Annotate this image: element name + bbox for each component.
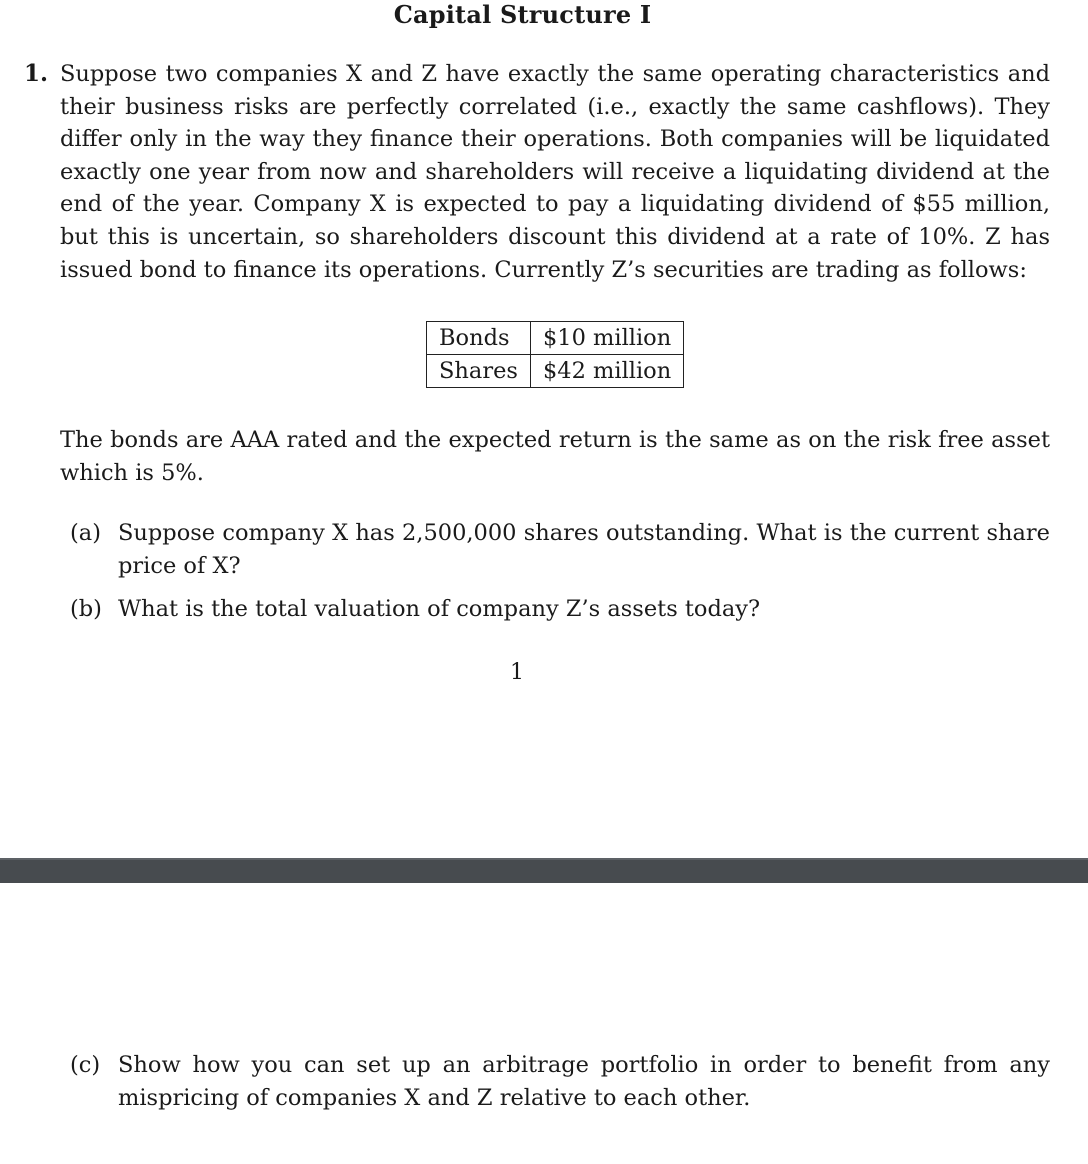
part-b	[70, 593, 1050, 629]
question-number: 1.	[24, 60, 49, 87]
question-text: Suppose two companies X and Z have exactly the same operating characteristics and their business risks are perfectly correlated (i.e., exactly the same cashflows). They differ only in the way they finance their operations. Both companies will be liquidated exactly one year from now and shareholders will receive a liquidating dividend at the end of the year. Company X is expected to pay a liquidating dividend of $55 million, but this is uncertain, so shareholders discount this dividend at a rate of 10%. Z has issued bond to finance its operations. Currently Z’s securities are trading as follows:	[60, 61, 1050, 283]
security-value: $42 million	[530, 355, 683, 388]
part-b-label: (b)	[70, 596, 102, 622]
table-row	[427, 355, 684, 388]
part-a-text: Suppose company X has 2,500,000 shares outstanding. What is the current share price of X?	[118, 520, 1050, 579]
security-value: $10 million	[530, 322, 683, 355]
part-a	[70, 517, 1050, 587]
part-c-text: Show how you can set up an arbitrage portfolio in order to benefit from any mispricing of companies X and Z relative to each other.	[118, 1052, 1050, 1111]
page-2	[0, 883, 1088, 1164]
document-title: Capital Structure I	[393, 0, 652, 29]
table-row	[427, 322, 684, 355]
page-number: 1	[510, 660, 524, 685]
bonds-note: The bonds are AAA rated and the expected return is the same as on the risk free asset which is 5%.	[60, 427, 1050, 486]
part-b-text: What is the total valuation of company Z’s assets today?	[118, 596, 761, 622]
page-divider	[0, 858, 1088, 883]
securities-table	[426, 321, 684, 388]
security-name: Bonds	[427, 322, 531, 355]
part-c	[70, 1049, 1050, 1119]
security-name: Shares	[427, 355, 531, 388]
part-a-label: (a)	[70, 520, 101, 546]
part-c-label: (c)	[70, 1052, 101, 1078]
